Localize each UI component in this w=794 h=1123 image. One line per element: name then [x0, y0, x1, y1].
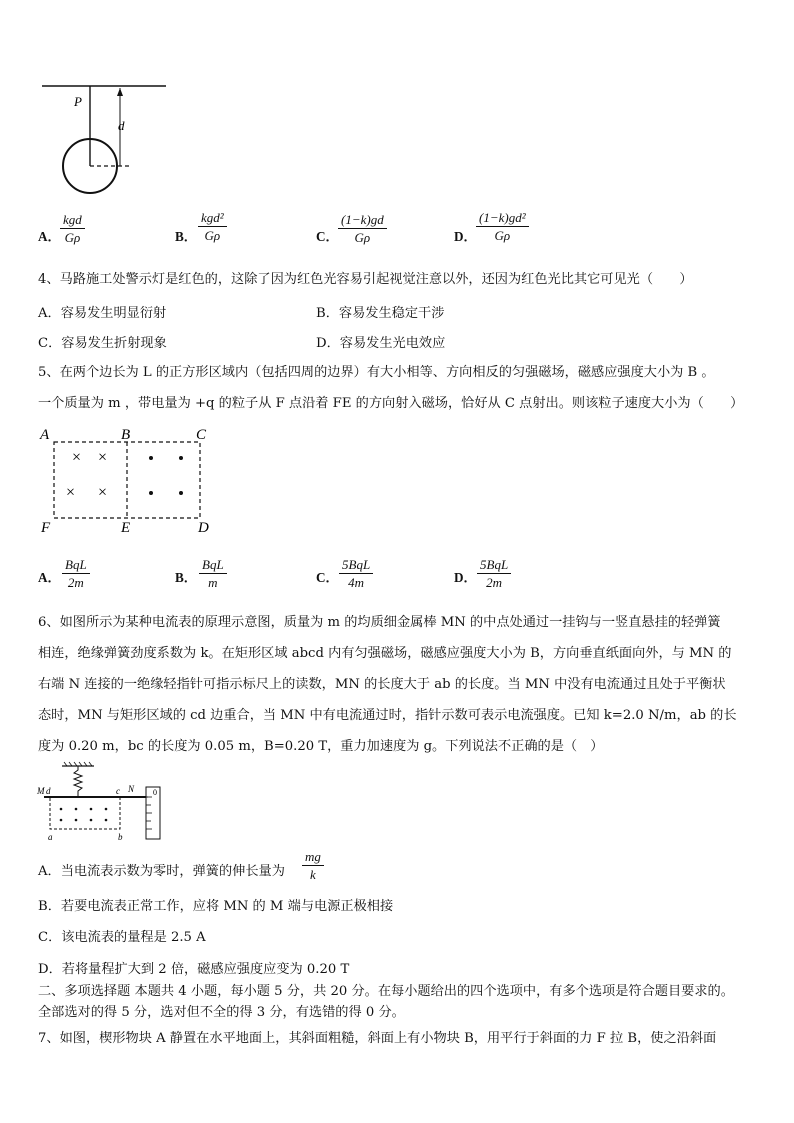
q3-option-a-num: kgd	[60, 212, 85, 229]
field-out-mark	[179, 491, 183, 495]
q3-option-d-letter: D．	[454, 229, 477, 244]
q6-stem-line-5: 度为 0.20 m，bc 的长度为 0.05 m，B=0.20 T，重力加速度为 g。下列说法不正确的是（ ）	[38, 739, 604, 754]
q3-option-b-fraction	[198, 210, 227, 243]
field-out-mark	[149, 491, 153, 495]
q5-option-d-fraction	[477, 557, 511, 590]
q3-option-b-letter: B．	[175, 229, 197, 244]
label-d: d	[118, 118, 125, 133]
q4-option-a: A．容易发生明显衍射	[38, 306, 167, 321]
q4-option-c: C．容易发生折射现象	[38, 336, 167, 351]
figure-q6-ammeter	[36, 760, 171, 850]
q5-option-c-den: 4m	[348, 575, 365, 590]
q6-option-a-text: A．当电流表示数为零时，弹簧的伸长量为	[38, 864, 285, 879]
q7-stem-line-1: 7、如图，楔形物块 A 静置在水平地面上，其斜面粗糙，斜面上有小物块 B，用平行于斜面的力 F 拉 B，使之沿斜面	[38, 1031, 717, 1046]
q6-option-a-fraction	[302, 849, 324, 882]
q3-option-a-fraction	[60, 212, 85, 245]
q5-stem-line-1: 5、在两个边长为 L 的正方形区域内（包括四周的边界）有大小相等、方向相反的匀强磁场，磁感应强度大小为 B 。	[38, 365, 715, 380]
q3-option-a-letter: A．	[38, 229, 61, 244]
q6-stem-line-2: 相连，绝缘弹簧劲度系数为 k。在矩形区域 abcd 内有匀强磁场，磁感应强度大小为 B，方向垂直纸面向外，与 MN 的	[38, 646, 732, 661]
q5-option-a-letter: A．	[38, 570, 61, 585]
label-a: A	[40, 427, 50, 443]
q3-option-d-den: Gρ	[494, 228, 511, 243]
q6-option-a	[38, 860, 285, 879]
q3-option-d-fraction	[476, 210, 529, 243]
q3-option-a-den: Gρ	[64, 230, 81, 245]
q5-option-b-num: BqL	[199, 557, 227, 574]
label-f: F	[41, 520, 51, 536]
q6-option-a-den: k	[310, 867, 316, 882]
figure-q5-magnetic-squares	[36, 424, 226, 536]
label-d: D	[198, 520, 209, 536]
label-zero: 0	[153, 788, 157, 797]
q3-option-c-num: (1−k)gd	[338, 212, 387, 229]
q6-stem-line-4: 态时，MN 与矩形区域的 cd 边重合，当 MN 中有电流通过时，指针示数可表示电流强度。已知 k=2.0 N/m，ab 的长	[38, 708, 737, 723]
q4-option-d: D．容易发生光电效应	[316, 336, 446, 351]
q5-stem-line-2: 一个质量为 m ，带电量为 +q 的粒子从 F 点沿着 FE 的方向射入磁场，恰好从 C 点射出。则该粒子速度大小为（ ）	[38, 396, 744, 411]
q5-option-b-letter: B．	[175, 570, 197, 585]
section2-line-2: 全部选对的得 5 分，选对但不全的得 3 分，有选错的得 0 分。	[38, 1005, 405, 1020]
q5-option-a-den: 2m	[67, 575, 84, 590]
label-e: E	[121, 520, 131, 536]
q3-option-b-den: Gρ	[204, 228, 221, 243]
q6-option-a-num: mg	[302, 849, 324, 866]
label-c: c	[116, 786, 120, 796]
q5-option-c-letter: C．	[316, 570, 339, 585]
q5-option-a-num: BqL	[62, 557, 90, 574]
q4-option-b: B．容易发生稳定干涉	[316, 306, 445, 321]
q4-stem: 4、马路施工处警示灯是红色的，这除了因为红色光容易引起视觉注意以外，还因为红色光比其它可见光（ ）	[38, 272, 693, 287]
field-into-mark: ×	[66, 484, 76, 501]
label-a: a	[48, 832, 53, 842]
q3-option-d-num: (1−k)gd²	[476, 210, 529, 227]
q5-option-a-fraction	[62, 557, 90, 590]
q5-option-d-den: 2m	[486, 575, 503, 590]
q3-option-c-den: Gρ	[354, 230, 371, 245]
q3-option-c-fraction	[338, 212, 387, 245]
q5-option-b-fraction	[199, 557, 227, 590]
figure-q3-sphere	[38, 78, 178, 203]
label-b: b	[118, 832, 123, 842]
q5-option-d-letter: D．	[454, 570, 477, 585]
label-n: N	[128, 784, 135, 794]
field-into-mark: ×	[98, 484, 108, 501]
q5-option-c-fraction	[339, 557, 373, 590]
field-out-mark	[149, 456, 153, 460]
q6-stem-line-1: 6、如图所示为某种电流表的原理示意图，质量为 m 的均质细金属棒 MN 的中点处通过一挂钩与一竖直悬挂的轻弹簧	[38, 615, 721, 630]
q6-option-d: D．若将量程扩大到 2 倍，磁感应强度应变为 0.20 T	[38, 962, 350, 977]
q5-option-b-den: m	[208, 575, 218, 590]
label-m: M	[37, 786, 45, 796]
label-p: P	[74, 94, 82, 109]
q6-option-b: B．若要电流表正常工作，应将 MN 的 M 端与电源正极相接	[38, 899, 394, 914]
q3-option-b-num: kgd²	[198, 210, 227, 227]
label-d: d	[46, 786, 51, 796]
q6-option-c: C．该电流表的量程是 2.5 A	[38, 930, 206, 945]
field-into-mark: ×	[98, 449, 108, 466]
field-into-mark: ×	[72, 449, 82, 466]
field-out-mark	[179, 456, 183, 460]
q5-option-c-num: 5BqL	[339, 557, 373, 574]
q6-stem-line-3: 右端 N 连接的一绝缘轻指针可指示标尺上的读数，MN 的长度大于 ab 的长度。当 MN 中没有电流通过且处于平衡状	[38, 677, 726, 692]
q5-option-d-num: 5BqL	[477, 557, 511, 574]
label-c: C	[196, 427, 207, 443]
label-b: B	[121, 427, 131, 443]
q3-option-c-letter: C．	[316, 229, 339, 244]
section2-line-1: 二、多项选择题 本题共 4 小题，每小题 5 分，共 20 分。在每小题给出的四个选项中，有多个选项是符合题目要求的。	[38, 984, 734, 999]
